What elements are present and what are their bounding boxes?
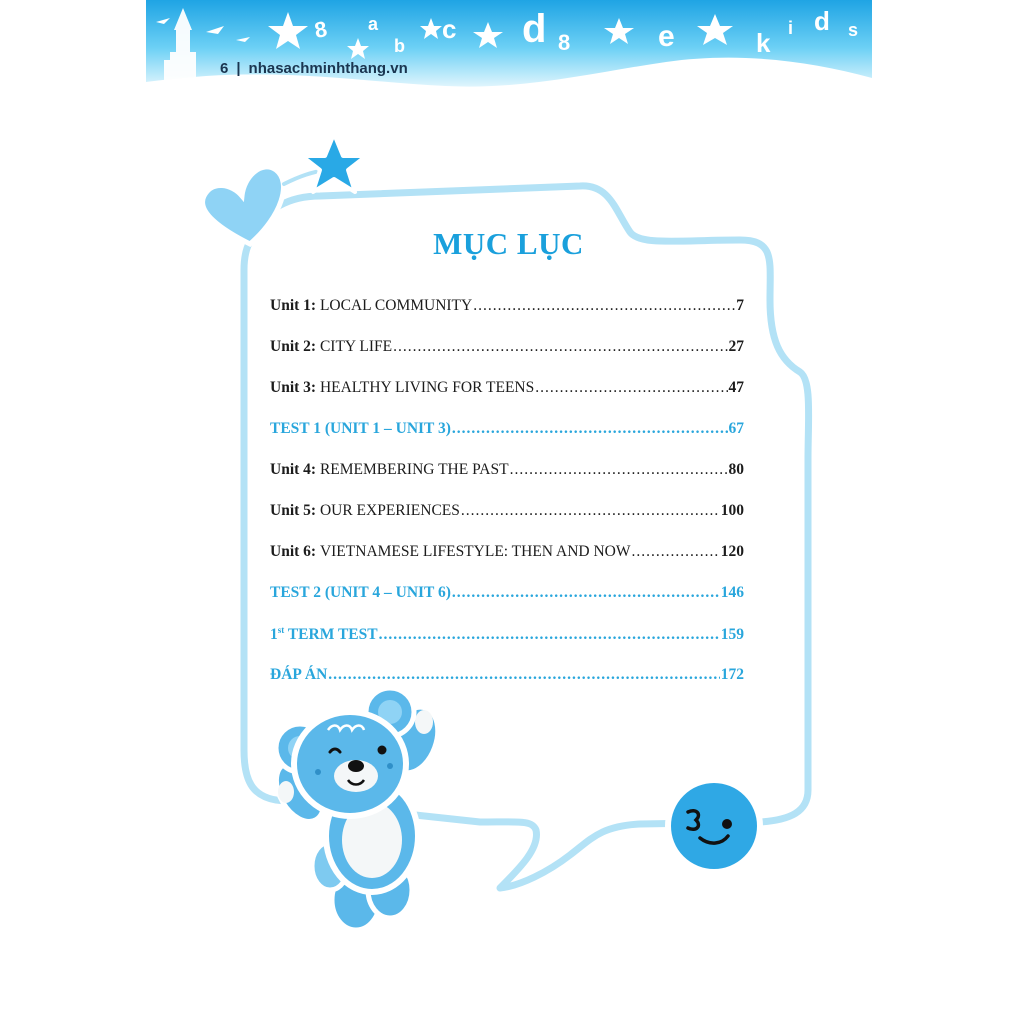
dot-leader (379, 626, 720, 644)
entry-text: ĐÁP ÁN (270, 666, 328, 683)
toc-entry-title (270, 543, 631, 561)
entry-page-number: 80 (728, 461, 744, 478)
banner-letter: c (442, 14, 457, 44)
banner-letter: d (814, 6, 830, 36)
entry-page-number: 7 (736, 297, 744, 314)
toc-entry-title (270, 502, 460, 520)
toc-entry-title (270, 666, 327, 684)
banner-letter: d (522, 7, 547, 51)
toc-entry-title (270, 297, 472, 315)
dot-leader (452, 420, 728, 438)
unit-label: Unit 6: (270, 543, 320, 560)
entry-text: 1st TERM TEST (270, 625, 378, 644)
unit-label: Unit 4: (270, 461, 320, 478)
dot-leader (328, 666, 719, 684)
header-separator: | (236, 60, 241, 77)
entry-page-number: 47 (728, 379, 744, 396)
banner-letter: k (756, 28, 771, 58)
unit-label: Unit 1: (270, 297, 320, 314)
dot-leader (393, 338, 727, 356)
toc-entry-title (270, 420, 451, 438)
unit-label: Unit 5: (270, 502, 320, 519)
entry-text: HEALTHY LIVING FOR TEENS (319, 379, 535, 396)
entry-text: TEST 1 (UNIT 1 – UNIT 3) (270, 420, 451, 437)
entry-text: LOCAL COMMUNITY (319, 297, 473, 314)
entry-page-number: 146 (720, 584, 744, 601)
unit-label: Unit 2: (270, 338, 320, 355)
dot-leader (632, 543, 720, 561)
entry-page-number: 27 (728, 338, 744, 355)
dot-leader (535, 379, 727, 397)
toc-entry[interactable] (270, 338, 744, 360)
entry-text: CITY LIFE (319, 338, 393, 355)
winking-smiley-icon (668, 780, 760, 872)
entry-page-number: 67 (728, 420, 744, 437)
entry-text: REMEMBERING THE PAST (319, 461, 509, 478)
toc-title: MỤC LỤC (433, 226, 584, 261)
banner-letter: b (394, 36, 405, 56)
toc-entry[interactable] (270, 502, 744, 524)
banner-letter: e (658, 20, 675, 53)
page-number: 6 (220, 60, 229, 77)
toc-entry[interactable] (270, 584, 744, 606)
toc-entry-title (270, 379, 534, 397)
toc-entry[interactable] (270, 379, 744, 401)
toc-entry[interactable] (270, 543, 744, 565)
banner-letter: s (848, 20, 859, 40)
entry-page-number: 172 (720, 666, 744, 683)
star-icon (302, 134, 366, 192)
toc-entry[interactable] (270, 420, 744, 442)
dot-leader (452, 584, 720, 602)
entry-text: TEST 2 (UNIT 4 – UNIT 6) (270, 584, 451, 601)
dot-leader (510, 461, 728, 479)
banner-letter: 8 (558, 30, 571, 55)
toc-entry[interactable] (270, 666, 744, 688)
toc-entry-title (270, 338, 392, 356)
dot-leader (461, 502, 720, 520)
toc-entry[interactable] (270, 297, 744, 319)
toc-entry[interactable] (270, 461, 744, 483)
publisher-site: nhasachminhthang.vn (248, 60, 408, 77)
banner-letter: 8 (312, 16, 329, 43)
toc-entry-title (270, 461, 509, 479)
toc-entry[interactable] (270, 625, 744, 647)
entry-text: VIETNAMESE LIFESTYLE: THEN AND NOW (319, 543, 631, 560)
entry-page-number: 120 (720, 543, 744, 560)
entry-text: OUR EXPERIENCES (319, 502, 460, 519)
banner-letter: a (368, 14, 379, 34)
toc-entry-title (270, 584, 451, 602)
unit-label: Unit 3: (270, 379, 320, 396)
toc-entry-title (270, 625, 378, 644)
entry-page-number: 159 (720, 626, 744, 644)
banner-letter: i (788, 18, 794, 38)
dot-leader (473, 297, 735, 315)
entry-page-number: 100 (720, 502, 744, 519)
